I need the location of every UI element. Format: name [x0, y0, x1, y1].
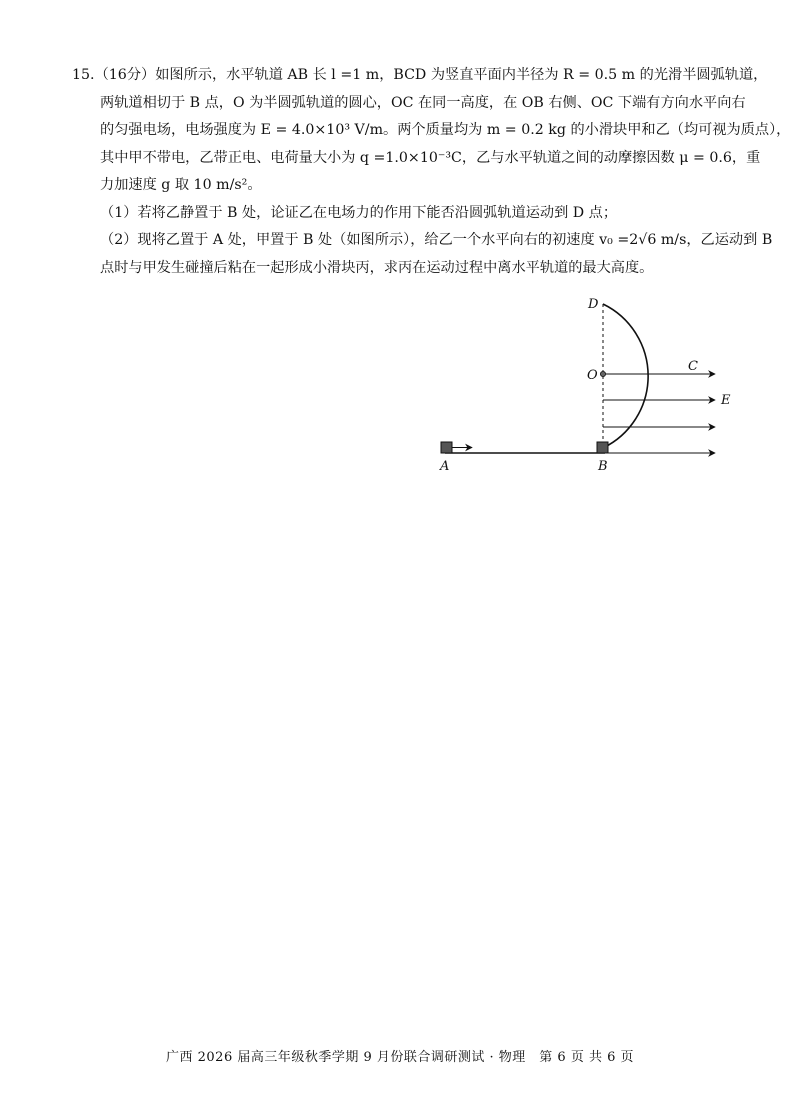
question-15: [72, 62, 791, 282]
part-2-line-2: 点时与甲发生碰撞后粘在一起形成小滑块丙，求丙在运动过程中离水平轨道的最大高度。: [100, 259, 654, 276]
semicircle-track: [603, 304, 648, 448]
label-e: E: [721, 393, 731, 408]
block-yi: [441, 442, 452, 453]
label-c: C: [688, 359, 698, 374]
question-score: （16分）: [94, 67, 156, 83]
block-jia: [597, 442, 608, 453]
question-line-2: 两轨道相切于 B 点，O 为半圆弧轨道的圆心，OC 在同一高度，在 OB 右侧、OC 下端有方向水平向右: [100, 94, 746, 111]
track-diagram-svg: [430, 290, 740, 480]
question-text-1: 如图所示，水平轨道 AB 长 l =1 m，BCD 为竖直平面内半径为 R = 0.5 m 的光滑半圆弧轨道，: [155, 67, 768, 83]
label-b: B: [598, 459, 608, 474]
question-number: 15.: [72, 67, 95, 83]
label-d: D: [588, 297, 599, 312]
part-1: （1）若将乙静置于 B 处，论证乙在电场力的作用下能否沿圆弧轨道运动到 D 点；: [100, 204, 618, 221]
question-line-1: [72, 62, 768, 90]
question-line-4: 其中甲不带电，乙带正电、电荷量大小为 q =1.0×10⁻³C，乙与水平轨道之间的动摩擦因数 μ = 0.6，重: [100, 149, 761, 166]
question-line-3: 的匀强电场，电场强度为 E = 4.0×10³ V/m。两个质量均为 m = 0.2 kg 的小滑块甲和乙（均可视为质点），: [100, 122, 791, 138]
label-o: O: [587, 368, 598, 383]
center-point-o: [600, 371, 605, 376]
page-footer: 广西 2026 届高三年级秋季学期 9 月份联合调研测试 · 物理 第 6 页 共 6 页: [166, 1050, 634, 1065]
label-a: A: [440, 459, 450, 474]
question-line-5: 力加速度 g 取 10 m/s²。: [100, 177, 262, 193]
part-2-line-1: （2）现将乙置于 A 处，甲置于 B 处（如图所示），给乙一个水平向右的初速度 v₀ =2√6 m/s，乙运动到 B: [100, 232, 773, 248]
track-diagram: [430, 290, 740, 480]
